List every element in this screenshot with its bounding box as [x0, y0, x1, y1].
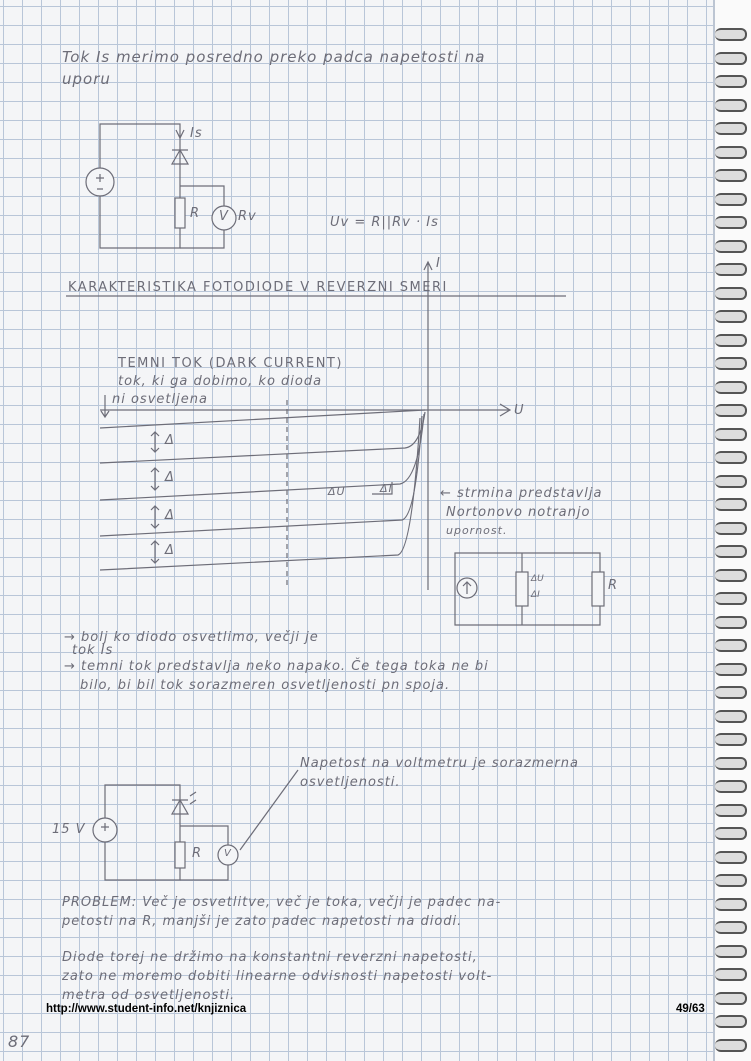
- delta-label: Δ: [165, 433, 175, 448]
- annotation-1: Napetost na voltmetru je sorazmerna: [300, 756, 579, 771]
- resistor-icon: [175, 198, 185, 228]
- source-label: 15 V: [52, 822, 86, 837]
- characteristic-graph: [100, 262, 604, 625]
- voltmeter-label: V: [224, 848, 231, 859]
- page-number: 87: [8, 1032, 31, 1051]
- formula: Uv = R||Rv · Is: [330, 215, 439, 230]
- delta-i-label: ΔI: [380, 482, 393, 495]
- annotation-2: osvetljenosti.: [300, 775, 401, 790]
- problem-line-1: PROBLEM: Več je osvetlitve, več je toka, večji je padec na-: [62, 895, 502, 910]
- note-1: → bolj ko diodo osvetlimo, večji je: [64, 630, 319, 645]
- slope-note-2: Nortonovo notranjo: [446, 505, 591, 520]
- circuit-1: [86, 124, 236, 248]
- intro-line-2: uporu: [62, 70, 111, 88]
- footer-page-count: 49/63: [676, 1003, 705, 1015]
- slope-note-3: upornost.: [446, 524, 508, 537]
- dark-current-desc-2: ni osvetljena: [112, 392, 208, 407]
- conclusion-line-1: Diode torej ne držimo na konstantni reverzni napetosti,: [62, 950, 478, 965]
- voltmeter-label: V: [219, 209, 229, 224]
- current-label: Is: [190, 126, 203, 141]
- delta-label: Δ: [165, 543, 175, 558]
- note-2: → temni tok predstavlja neko napako. Če tega toka ne bi: [64, 659, 489, 674]
- curve-1: [100, 412, 425, 463]
- dark-current-title: TEMNI TOK (DARK CURRENT): [118, 356, 343, 371]
- delta-label: Δ: [165, 508, 175, 523]
- intro-line-1: Tok Is merimo posredno preko padca napetosti na: [62, 48, 486, 66]
- norton-du: ΔU: [531, 574, 544, 584]
- curve-dark: [100, 410, 425, 428]
- conclusion-line-2: zato ne moremo dobiti linearne odvisnosti napetosti volt-: [62, 969, 493, 984]
- dark-current-desc: tok, ki ga dobimo, ko dioda: [118, 374, 323, 389]
- problem-line-2: petosti na R, manjši je zato padec napetosti na diodi.: [62, 914, 463, 929]
- delta-u-label: ΔU: [328, 485, 346, 498]
- norton-resistor-icon: [516, 572, 528, 606]
- delta-label: Δ: [165, 470, 175, 485]
- note-1b: tok Is: [72, 643, 114, 658]
- section-heading: KARAKTERISTIKA FOTODIODE V REVERZNI SMERI: [68, 280, 448, 295]
- norton-r-label: R: [608, 578, 619, 593]
- resistor-icon: [175, 842, 185, 868]
- slope-note-1: ← strmina predstavlja: [440, 486, 603, 501]
- axis-u-label: U: [514, 403, 525, 418]
- resistor-label: R: [192, 846, 203, 861]
- resistor-icon: [592, 572, 604, 606]
- voltmeter-resistance-label: Rv: [238, 209, 257, 224]
- footer-url[interactable]: http://www.student-info.net/knjiznica: [46, 1003, 247, 1015]
- note-2b: bilo, bi bil tok sorazmeren osvetljenosti pn spoja.: [80, 678, 451, 693]
- conclusion-line-3: metra od osvetljenosti.: [62, 988, 236, 1003]
- curve-3: [100, 416, 422, 536]
- annotation-line: [240, 770, 298, 850]
- curve-2: [100, 414, 424, 500]
- resistor-label: R: [190, 206, 201, 221]
- norton-di: ΔI: [531, 590, 540, 600]
- axis-i-label: I: [436, 256, 441, 271]
- circuit-3: [93, 770, 298, 880]
- i-axis: [424, 262, 432, 590]
